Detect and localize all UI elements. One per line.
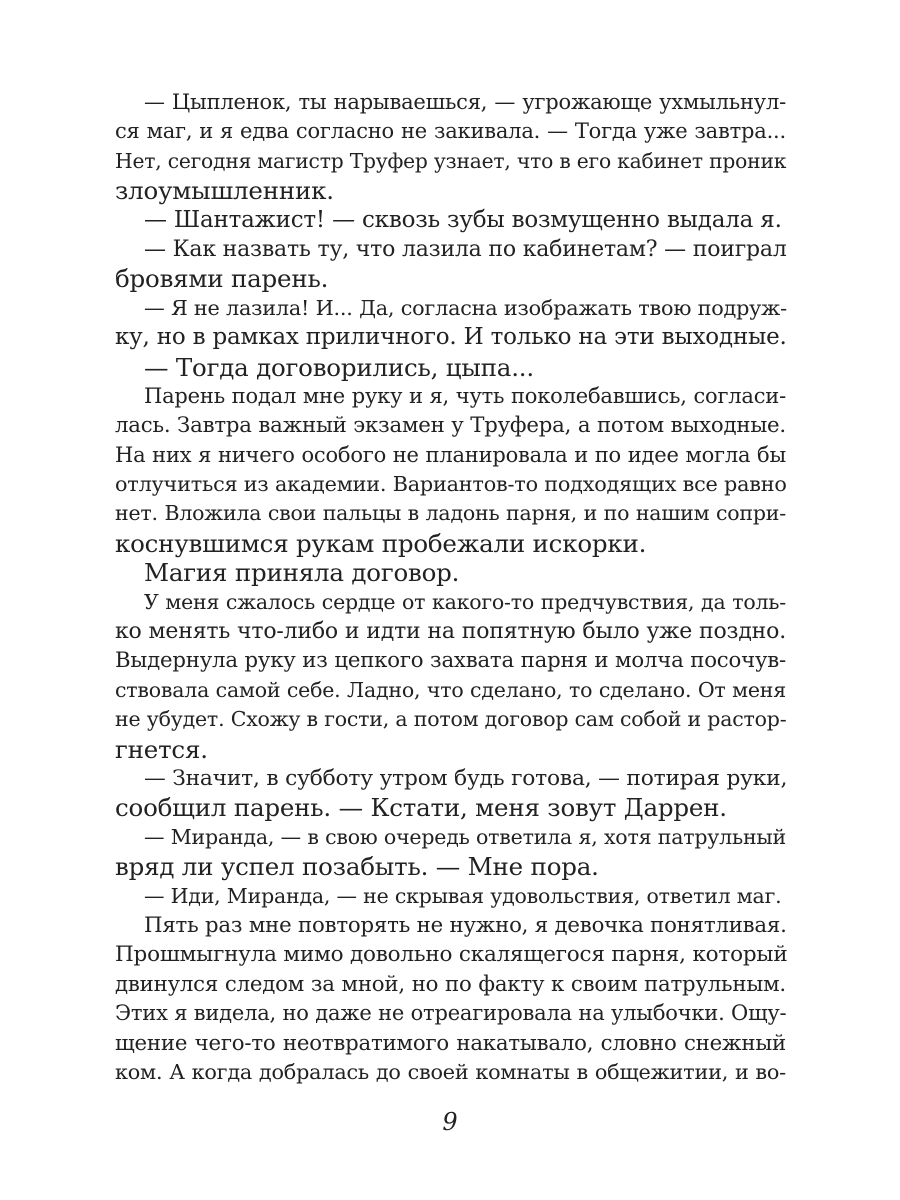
text-line: Этих я видела, но даже не отреагировала на улыбочки. Ощу- [115, 1001, 787, 1026]
text-line: ко менять что-либо и идти на попятную было уже поздно. [115, 619, 786, 645]
text-line: ком. А когда добралась до своей комнаты в общежитии, и во- [115, 1059, 786, 1084]
text-line: На них я ничего особого не планировала и по идее могла бы [115, 442, 786, 467]
text-line: — Цыпленок, ты нарываешься, — угрожающе ухмыльнул- [144, 90, 786, 114]
page-number: 9 [442, 1108, 458, 1136]
text-line: — Иди, Миранда, — не скрывая удовольствия, ответил маг. [144, 883, 782, 908]
text-line: коснувшимся рукам пробежали искорки. [115, 528, 647, 558]
text-line: Прошмыгнула мимо довольно скалящегося парня, который [115, 942, 788, 968]
text-line: отлучиться из академии. Вариантов-то подходящих все равно [115, 472, 787, 497]
text-line: не убудет. Схожу в гости, а потом договор сам собой и растор- [115, 707, 787, 732]
text-line: Магия приняла договор. [144, 558, 460, 588]
text-line: двинулся следом за мной, но по факту к своим патрульным. [115, 971, 786, 997]
text-line: — Я не лазила! И... Да, согласна изображать твою подруж- [144, 295, 787, 320]
text-line: ку, но в рамках приличного. И только на эти выходные. [115, 324, 787, 351]
text-line: ся маг, и я едва согласно не закивала. — Тогда уже завтра... [115, 119, 786, 144]
text-line: Нет, сегодня магистр Труфер узнает, что в его кабинет проник [115, 148, 787, 173]
text-line: гнется. [115, 734, 208, 764]
text-line: — Как назвать ту, что лазила по кабинетам? — поиграл [144, 236, 787, 262]
text-line: нет. Вложила свои пальцы в ладонь парня, и по нашим сопри- [115, 501, 786, 526]
text-line: вряд ли успел позабыть. — Мне пора. [115, 852, 599, 882]
text-line: сообщил парень. — Кстати, меня зовут Даррен. [115, 793, 727, 823]
text-line: — Миранда, — в свою очередь ответила я, хотя патрульный [144, 824, 786, 849]
text-line: злоумышленник. [115, 176, 334, 206]
text-line: — Значит, в субботу утром будь готова, — потирая руки, [144, 765, 788, 791]
text-line: Пять раз мне повторять не нужно, я девочка понятливая. [144, 912, 787, 938]
text-line: — Шантажист! — сквозь зубы возмущенно выдала я. [144, 206, 782, 233]
text-line: Парень подал мне руку и я, чуть поколебавшись, согласи- [144, 383, 786, 408]
text-line: У меня сжалось сердце от какого-то предчувствия, да толь- [144, 589, 786, 614]
text-line: — Тогда договорились, цыпа... [144, 352, 534, 382]
text-line: щение чего-то неотвратимого накатывало, словно снежный [115, 1030, 786, 1056]
body-text [115, 88, 786, 1087]
text-line: Выдернула руку из цепкого захвата парня и молча посочув- [115, 648, 786, 674]
text-line: лась. Завтра важный экзамен у Труфера, а потом выходные. [115, 413, 786, 439]
text-line: бровями парень. [115, 264, 329, 294]
text-line: ствовала самой себе. Ладно, что сделано, то сделано. От меня [115, 677, 786, 702]
